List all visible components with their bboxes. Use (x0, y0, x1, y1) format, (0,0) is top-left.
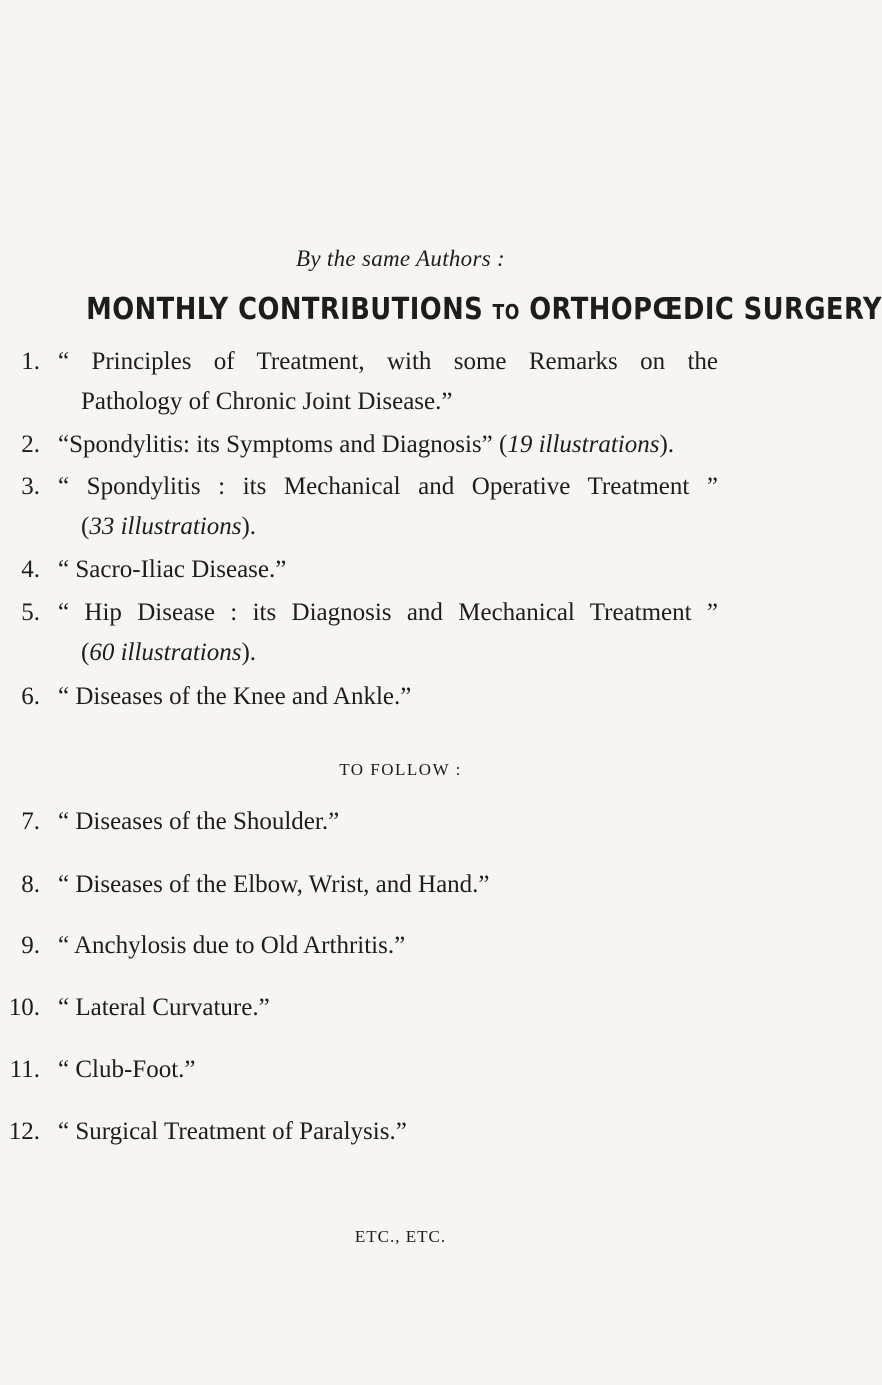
attribution-line: By the same Authors : (295, 246, 505, 271)
item-number: 3. (21, 473, 40, 500)
item-title-text: “Spondylitis: its Symptoms and Diagnosis” ( (58, 431, 508, 458)
item-title: “ Sacro-Iliac Disease.” (58, 556, 287, 583)
item-title: “ Spondylitis : its Mechanical and Operative Treatment ” (58, 473, 718, 500)
item-title: “ Club-Foot.” (58, 1056, 196, 1083)
item-title-continued: (60 illustrations). (81, 639, 257, 666)
item-title (58, 425, 718, 465)
item-title: “ Surgical Treatment of Paralysis.” (58, 1118, 407, 1145)
item-title: “ Anchylosis due to Old Arthritis.” (58, 932, 406, 959)
to-follow-heading: TO FOLLOW : (339, 760, 462, 779)
item-title-continued: Pathology of Chronic Joint Disease.” (81, 388, 453, 415)
item-number: 4. (21, 556, 40, 583)
item-number: 9. (21, 932, 40, 959)
series-title-part1: MONTHLY CONTRIBUTIONS (86, 292, 484, 327)
item-number: 2. (21, 431, 40, 458)
series-title-connector: TO (492, 300, 520, 324)
item-number: 10. (8, 994, 40, 1021)
item-title-continued: (33 illustrations). (81, 513, 257, 540)
item-title: “ Diseases of the Knee and Ankle.” (58, 683, 412, 710)
item-title: “ Diseases of the Elbow, Wrist, and Hand.” (58, 871, 490, 898)
item-title: “ Principles of Treatment, with some Remarks on the (58, 348, 718, 375)
item-number: 5. (21, 599, 40, 626)
item-number: 8. (21, 871, 40, 898)
item-number: 6. (21, 683, 40, 710)
item-number: 7. (21, 808, 40, 835)
item-title-end: ). (659, 431, 675, 458)
item-title: “ Hip Disease : its Diagnosis and Mechanical Treatment ” (58, 599, 718, 626)
item-title: “ Lateral Curvature.” (58, 994, 270, 1021)
item-number: 12. (8, 1118, 40, 1145)
series-title-part2: ORTHOPŒDIC SURGERY (529, 292, 882, 327)
item-number: 1. (21, 348, 40, 375)
item-number: 11. (9, 1056, 40, 1083)
etc-footer: ETC., ETC. (354, 1227, 447, 1246)
illustrations-count: 60 illustrations (89, 639, 242, 666)
illustrations-count: 33 illustrations (89, 513, 242, 540)
item-title: “ Diseases of the Shoulder.” (58, 808, 340, 835)
series-title (86, 292, 882, 327)
illustrations-count: 19 illustrations (507, 431, 660, 458)
